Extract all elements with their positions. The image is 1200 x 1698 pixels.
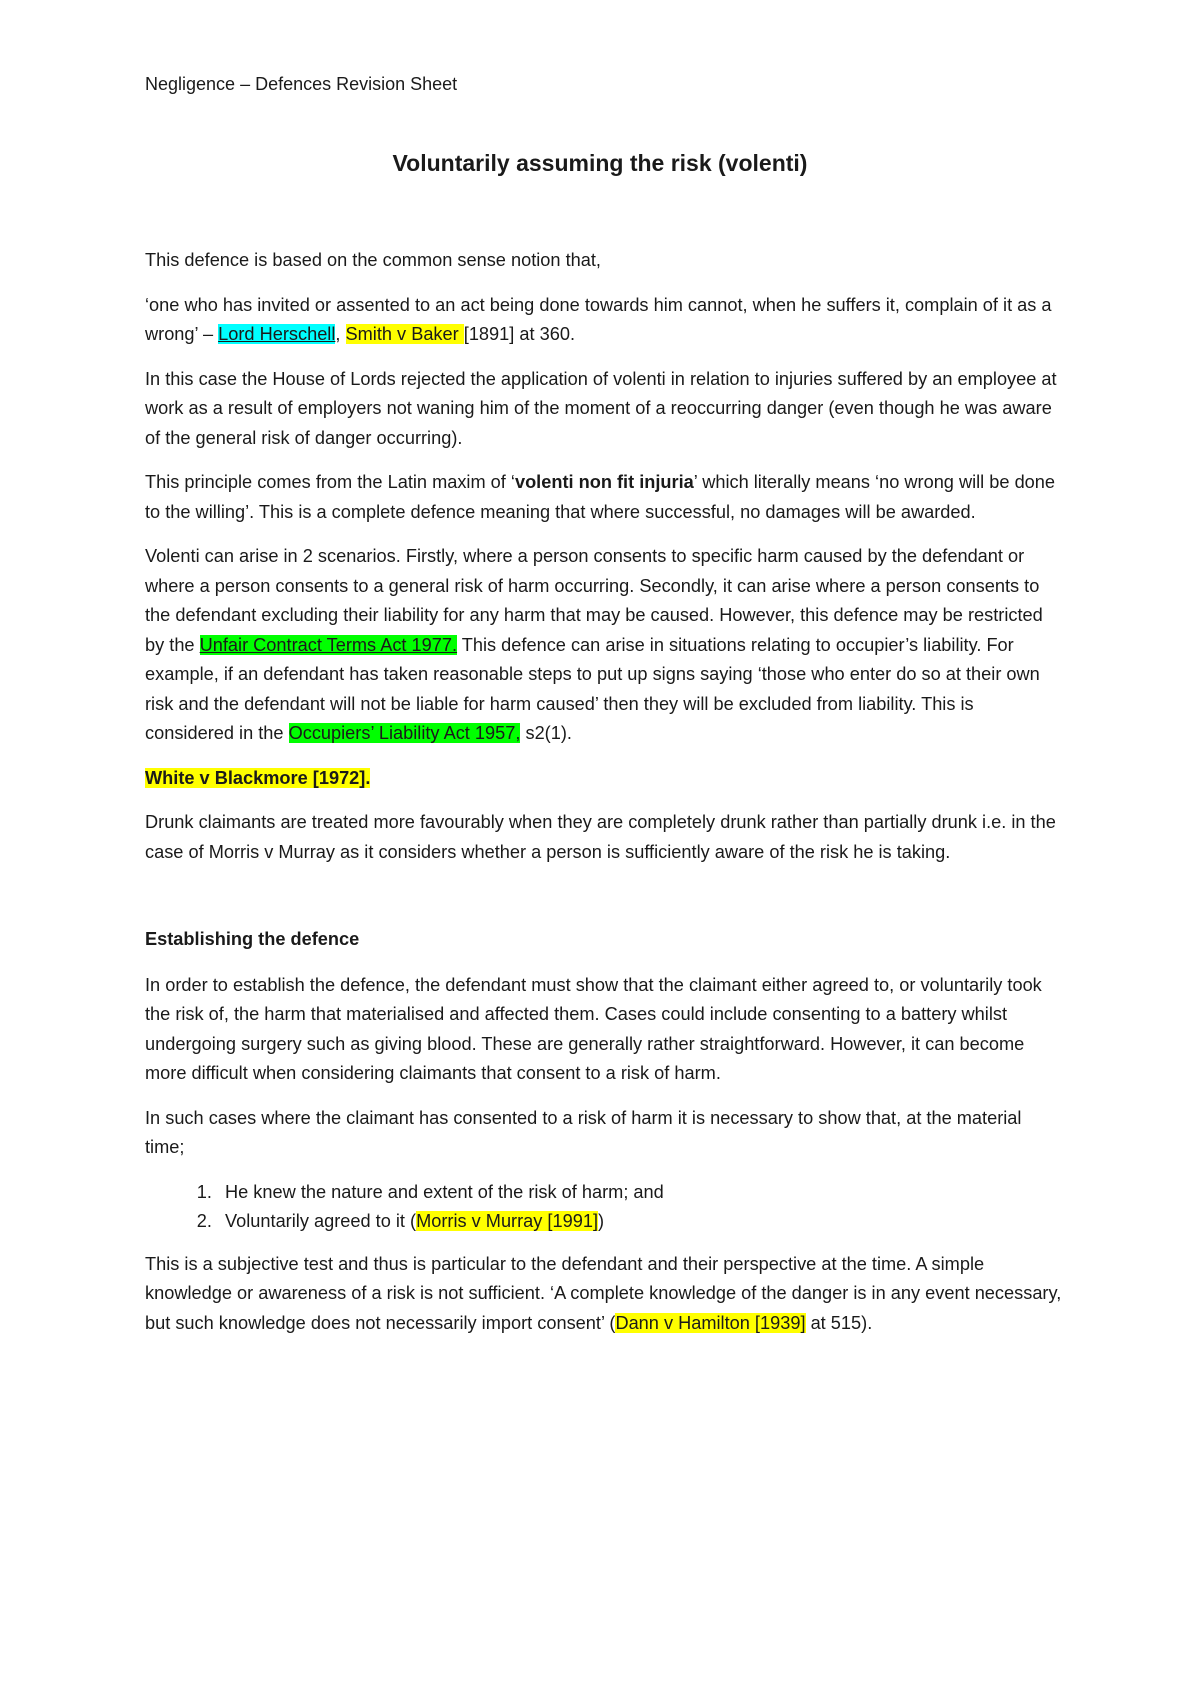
statute-ola: Occupiers’ Liability Act 1957,	[288, 723, 521, 743]
list-item-close: )	[598, 1210, 605, 1231]
list-item	[217, 1207, 1065, 1236]
subjective-test-text: This is a subjective test and thus is particular to the defendant and their perspective at the time. A simple knowledge or awareness of a risk is not sufficient. ‘A complete knowledge of the danger is in any event necessary, but such knowledge does not necessarily import consent’ (	[145, 1253, 1062, 1333]
maxim-tail: ’ which literally means ‘no wrong will be done to the willing’. This is a complete defence meaning that where successful, no damages will be awarded.	[145, 472, 1056, 522]
list-item: 1. He knew the nature and extent of the risk of harm; and	[217, 1178, 1065, 1207]
page-title: Voluntarily assuming the risk (volenti)	[392, 150, 808, 176]
paragraph-drunk-claimants: Drunk claimants are treated more favourably when they are completely drunk rather than partially drunk i.e. in the case of Morris v Murray as it considers whether a person is sufficiently aware of the risk he is taking.	[145, 812, 1056, 862]
section-heading: Establishing the defence	[145, 929, 360, 949]
scenarios-text: Volenti can arise in 2 scenarios. Firstly, where a person consents to specific harm caused by the defendant or where a person consents to a general risk of harm occurring. Secondly, it can arise where a person consents to the defendant excluding their liability for any harm that may be caused. However, this defence may be restricted by the	[145, 546, 1043, 655]
paragraph-material-time: In such cases where the claimant has consented to a risk of harm it is necessary to show that, at the material time;	[145, 1107, 1022, 1157]
paragraph-establishing: In order to establish the defence, the defendant must show that the claimant either agreed to, or voluntarily took the risk of, the harm that materialised and affected them. Cases could include consenting to a battery whilst undergoing surgery such as giving blood. These are generally rather straightforward. However, it can become more difficult when considering claimants that consent to a risk of harm.	[145, 974, 1042, 1083]
scenarios-text-2: This defence can arise in situations relating to occupier’s liability. For example, if an defendant has taken reasonable steps to put up signs saying ‘those who enter do so at their own risk and the defendant will not be liable for harm caused’ then they will be excluded from liability. This is considered in the	[145, 634, 1040, 743]
scenarios-text-3: s2(1).	[520, 723, 572, 743]
list-item-text: Voluntarily agreed to it (	[225, 1210, 417, 1231]
maxim-lead: This principle comes from the Latin maxim of ‘	[145, 472, 515, 492]
case-morris-v-murray: Morris v Murray [1991]	[416, 1210, 598, 1231]
case-dann-v-hamilton: Dann v Hamilton [1939]	[615, 1312, 806, 1333]
case-white-v-blackmore-text: White v Blackmore [1972].	[145, 767, 371, 788]
quote-separator: ,	[335, 324, 346, 344]
paragraph-quote	[145, 291, 1065, 350]
latin-maxim: volenti non fit injuria	[514, 472, 694, 492]
statute-ucta: Unfair Contract Terms Act 1977.	[199, 634, 458, 655]
paragraph-intro: This defence is based on the common sense notion that,	[145, 250, 601, 270]
requirements-list	[145, 1178, 1065, 1236]
quote-tail: [1891] at 360.	[463, 324, 576, 344]
subjective-test-tail: at 515).	[805, 1312, 873, 1333]
document-body	[145, 246, 1065, 1353]
judge-name: Lord Herschell	[218, 324, 336, 344]
page-header: Negligence – Defences Revision Sheet	[145, 74, 458, 94]
paragraph-house-of-lords: In this case the House of Lords rejected the application of volenti in relation to injuries suffered by an employee at work as a result of employers not waning him of the moment of a reoccurring danger (even though he was aware of the general risk of danger occurring).	[145, 368, 1057, 448]
paragraph-latin-maxim	[145, 468, 1065, 527]
quote-text: ‘one who has invited or assented to an act being done towards him cannot, when he suffers it, complain of it as a wrong’ –	[145, 294, 1052, 344]
case-smith-v-baker: Smith v Baker	[345, 324, 464, 344]
case-white-v-blackmore	[145, 764, 1065, 794]
paragraph-subjective-test	[145, 1250, 1065, 1339]
paragraph-scenarios	[145, 542, 1065, 749]
